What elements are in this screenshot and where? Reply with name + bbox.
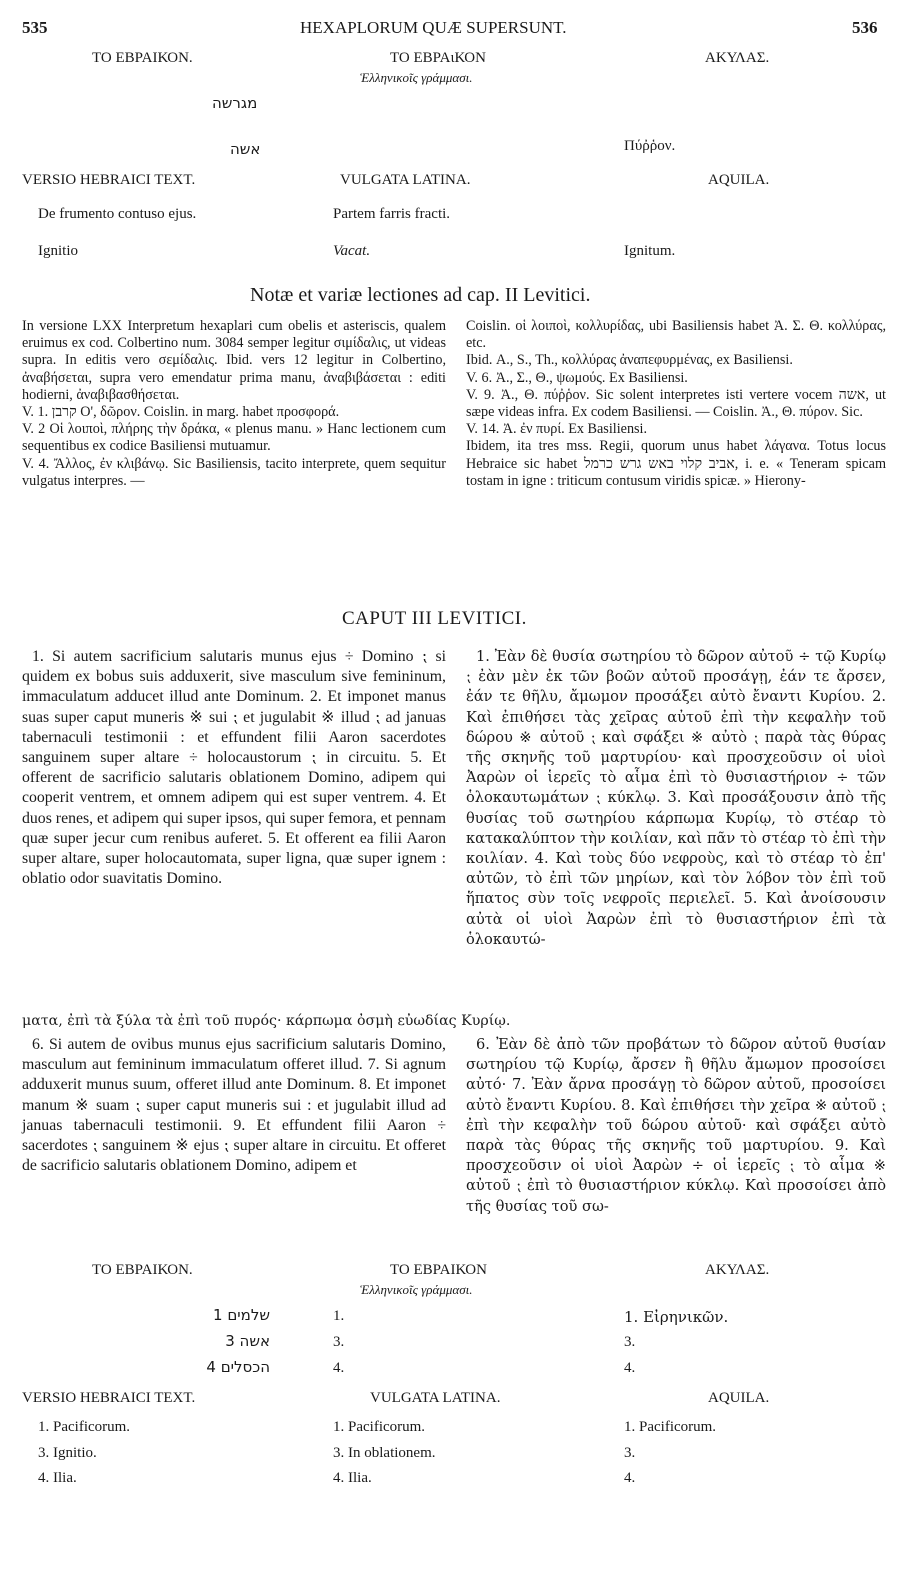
- latin-r2-c2: Vacat.: [333, 243, 371, 259]
- bottom-latin-head-hebrew: VERSIO HEBRAICI TEXT.: [22, 1390, 196, 1406]
- greek-text-column-2: [466, 1035, 886, 1217]
- chapter-heading: CAPUT III LEVITICI.: [342, 608, 527, 629]
- latin-r2-c3: Ignitum.: [624, 243, 676, 259]
- note-paragraph: V. 4. Ἄλλος, ἐν κλιβάνῳ. Sic Basiliensis, tacito interprete, quem sequitur vulgatus interpres. —: [22, 455, 446, 489]
- note-paragraph: V. 9. Ἀ., Θ. πύῤῥον. Sic solent interpretes isti vertere vocem אשה, ut sæpe videas infra. Ex codem Basiliensi. — Coislin. Ἀ., Θ. πύρον. Sic.: [466, 386, 886, 421]
- note-paragraph: V. 14. Ἀ. ἐν πυρί. Ex Basiliensi.: [466, 421, 648, 438]
- note-paragraph: V. 1. קרבן Ο', δῶρον. Coislin. in marg. habet προσφορά.: [22, 404, 340, 421]
- bottom-hebrew-row-3: הכסלים 4: [206, 1358, 270, 1376]
- hebrew-word-1: מגרשה: [212, 94, 258, 112]
- greek-text-column: [466, 647, 886, 950]
- latin-text-column: [22, 647, 446, 889]
- bottom-latin-r1-c1: 1. Pacificorum.: [38, 1419, 131, 1435]
- latin-text-column-2: [22, 1035, 446, 1176]
- bottom-latin-r2-c2: 3. In oblationem.: [333, 1445, 436, 1461]
- col-hebrew-greek-letters-subheading: Ἑλληνικοῖς γράμμασι.: [360, 70, 473, 85]
- aquila-word: Πύῤῥον.: [624, 138, 676, 154]
- bottom-latin-r2-c1: 3. Ignitio.: [38, 1445, 97, 1461]
- latin-head-aquila: AQUILA.: [708, 172, 770, 188]
- bottom-hebrew-row-1: שלמים 1: [213, 1306, 270, 1324]
- latin-r2-c1: Ignitio: [38, 243, 78, 259]
- latin-r1-c1: De frumento contuso ejus.: [38, 206, 197, 222]
- bottom-latin-head-vulgate: VULGATA LATINA.: [370, 1390, 501, 1406]
- bottom-latin-r1-c2: 1. Pacificorum.: [333, 1419, 426, 1435]
- bottom-hebrew-row-2: אשה 3: [225, 1332, 270, 1350]
- latin-head-vulgate: VULGATA LATINA.: [340, 172, 471, 188]
- bottom-latin-head-aquila: AQUILA.: [708, 1390, 770, 1406]
- note-paragraph: Ibidem, ita tres mss. Regii, quorum unus habet λάγανα. Totus locus Hebraice sic habet אביב קלוי באש גרש כרמל, i. e. « Teneram spicam tostam in igne : triticum contusum viridis spicæ. » Hierony-: [466, 438, 886, 489]
- latin-head-hebrew: VERSIO HEBRAICI TEXT.: [22, 172, 196, 188]
- hebrew-word-2: אשה: [230, 140, 261, 158]
- note-paragraph: In versione LXX Interpretum hexaplari cum obelis et asteriscis, qualem eruimus ex cod. Colbertino num. 3084 semper legitur σιμίδαλις, ut videas supra. In editis vero σεμίδαλις. Ibid. vers 12 legitur in Colbertino, ἀναβήσεται, supra vero emendatur prima manu, ἀναβιβάσεται : editi hodierni, ἀναβιβασθήσεται.: [22, 318, 446, 403]
- bottom-col-aquila-heading: ΑΚΥΛΑΣ.: [705, 1262, 770, 1278]
- bottom-col-hebrew-heading: ΤΟ ΕΒΡΑΙΚΟΝ.: [92, 1262, 193, 1278]
- greek-spillover-line: ματα, ἐπὶ τὰ ξύλα τὰ ἐπὶ τοῦ πυρός· κάρπωμα ὀσμὴ εὐωδίας Κυρίῳ.: [22, 1013, 511, 1029]
- notes-title: Notæ et variæ lectiones ad cap. II Levitici.: [250, 284, 591, 306]
- greek-paragraph: 6. Ἐὰν δὲ ἀπὸ τῶν προβάτων τὸ δῶρον αὐτοῦ θυσίαν σωτηρίου τῷ Κυρίῳ, ἄρσεν ἢ θῆλυ ἄμωμον προσοίσει αὐτό· 7. Ἐὰν ἄρνα προσάγῃ τὸ δῶρον αὐτοῦ, προσοίσει αὐτὸ ἔναντι Κυρίου. 8. Καὶ ἐπιθήσει τὴν χεῖρα ※ αὐτοῦ ⁏ ἐπὶ τὴν κεφαλὴν τοῦ δώρου αὐτοῦ· καὶ σφάξει αὐτὸ παρὰ τὰς θύρας τῆς σκηνῆς τοῦ μαρτυρίου. 9. Καὶ προσχεοῦσιν οἱ υἱοὶ Ἀαρὼν ÷ οἱ ἱερεῖς ⁏ τὸ αἷμα ※ αὐτοῦ ⁏ ἐπὶ τὸ θυσιαστήριον κύκλῳ. Καὶ προσοίσει ἀπὸ τῆς θυσίας τοῦ σω-: [466, 1036, 886, 1215]
- page-number-left: 535: [22, 18, 48, 37]
- greek-paragraph: 1. Ἐὰν δὲ θυσία σωτηρίου τὸ δῶρον αὐτοῦ ÷ τῷ Κυρίῳ ⁏ ἐὰν μὲν ἐκ τῶν βοῶν αὐτοῦ προσάγῃ, ἐάν τε ἄρσεν, ἐάν τε θῆλυ, ἄμωμον προσάξει αὐτὸ ἔναντι Κυρίου. 2. Καὶ ἐπιθήσει τὰς χεῖρας αὐτοῦ ἐπὶ τὴν κεφαλὴν τοῦ δώρου ※ αὐτοῦ ⁏ καὶ σφάξει ※ αὐτὸ ⁏ παρὰ τὰς θύρας τῆς σκηνῆς τοῦ μαρτυρίου· καὶ προσχεοῦσιν οἱ υἱοὶ Ἀαρὼν οἱ ἱερεῖς τὸ αἷμα ἐπὶ τὸ θυσιαστήριον ÷ τῶν ὁλοκαυτωμάτων ⁏ κύκλῳ. 3. Καὶ προσάξουσιν ἀπὸ τῆς θυσίας τοῦ σωτηρίου κάρπωμα Κυρίῳ, τὸ στέαρ τὸ κατακαλύπτον τὴν κοιλίαν, καὶ πᾶν τὸ στέαρ τὸ ἐπὶ τὴν κοιλίαν. 4. Καὶ τοὺς δύο νεφροὺς, καὶ τὸ στέαρ τὸ ἐπ' αὐτῶν, τὸ ἐπὶ τῶν μηρίων, καὶ τὸν λόβον τὸν ἐπὶ τοῦ ἥπατος σὺν τοῖς νεφροῖς περιελεῖ. 5. Καὶ ἀνοίσουσιν αὐτὰ οἱ υἱοὶ Ἀαρὼν ἐπὶ τὸ θυσιαστήριον ἐπὶ τὰ ὁλοκαυτώ-: [466, 648, 886, 948]
- col-hebrew-heading: ΤΟ ΕΒΡΑΙΚΟΝ.: [92, 50, 193, 66]
- bottom-latin-r3-c3: 4.: [624, 1470, 636, 1486]
- latin-paragraph: 6. Si autem de ovibus munus ejus sacrificium salutaris Domino, masculum aut femininum immaculatum offeret illud. 7. Si agnum adduxerit munus suum, offeret illud ante Dominum. 8. Et imponet manum ※ suam ⁏ super caput muneris sui : et jugulabit illud ad januas tabernaculi testimonii. 9. Et effundent filii Aaron ÷ sacerdotes ⁏ sanguinem ※ ejus ⁏ super altare in circuitu. Et offeret de sacrificio salutaris oblationem Domino, adipem et: [22, 1036, 446, 1175]
- bottom-aquila-row-2: 3.: [624, 1334, 636, 1350]
- note-paragraph: Coislin. οἱ λοιποὶ, κολλυρίδας, ubi Basiliensis habet Ἀ. Σ. Θ. κολλύρας, etc.: [466, 318, 886, 352]
- bottom-greek-letters-row-1: 1.: [333, 1308, 345, 1324]
- bottom-latin-r3-c2: 4. Ilia.: [333, 1470, 372, 1486]
- latin-r1-c2: Partem farris fracti.: [333, 206, 451, 222]
- bottom-aquila-row-3: 4.: [624, 1360, 636, 1376]
- bottom-latin-r1-c3: 1. Pacificorum.: [624, 1419, 717, 1435]
- bottom-col-hebrew-greek-subheading: Ἑλληνικοῖς γράμμασι.: [360, 1282, 473, 1297]
- col-aquila-heading: ΑΚΥΛΑΣ.: [705, 50, 770, 66]
- bottom-greek-letters-row-3: 4.: [333, 1360, 345, 1376]
- note-paragraph: Ibid. Α., S., Th., κολλύρας ἀναπεφυρμένας, ex Basiliensi.: [466, 352, 793, 369]
- col-hebrew-greek-letters-heading: ΤΟ ΕΒΡΑιΚΟΝ: [390, 50, 486, 66]
- latin-paragraph: 1. Si autem sacrificium salutaris munus ejus ÷ Domino ⁏ si quidem ex bobus suis adduxerit, sive masculum sive femininum, immaculatum adducet illud ante Dominum. 2. Et imponet manus suas super caput muneris ※ sui ⁏ et jugulabit ※ illud ⁏ ad januas tabernaculi testimonii : et effundent filii Aaron sacerdotes sanguinem super altare ÷ holocaustorum ⁏ in circuitu. 5. Et offerent de sacrificio salutaris oblationem Domino, adipem qui cooperit ventrem, et omnem adipem qui est super ventrem. 4. Et duos renes, et adipem qui super ipsos, qui super femora, et pennam quæ super jecur cum renibus auferet. 5. Et offerent ea filii Aaron super altare, super holocautomata, super ligna, quæ super ignem : oblatio odor suavitatis Domino.: [22, 648, 446, 888]
- note-paragraph: V. 6. Ἀ., Σ., Θ., ψωμούς. Ex Basiliensi.: [466, 369, 688, 386]
- notes-left-column: [22, 318, 446, 490]
- page-number-right: 536: [852, 18, 878, 37]
- bottom-aquila-row-1: 1. Εἰρηνικῶν.: [624, 1308, 729, 1326]
- bottom-greek-letters-row-2: 3.: [333, 1334, 345, 1350]
- running-title: HEXAPLORUM QUÆ SUPERSUNT.: [300, 18, 567, 37]
- bottom-latin-r2-c3: 3.: [624, 1445, 636, 1461]
- bottom-col-hebrew-greek-heading: ΤΟ ΕΒΡΑΙΚΟΝ: [390, 1262, 487, 1278]
- notes-right-column: [466, 318, 886, 490]
- bottom-latin-r3-c1: 4. Ilia.: [38, 1470, 77, 1486]
- note-paragraph: V. 2 Οἱ λοιποὶ, πλήρης τὴν δράκα, « plenus manu. » Hanc lectionem cum sequentibus ex codice Basiliensi mutuamur.: [22, 421, 446, 455]
